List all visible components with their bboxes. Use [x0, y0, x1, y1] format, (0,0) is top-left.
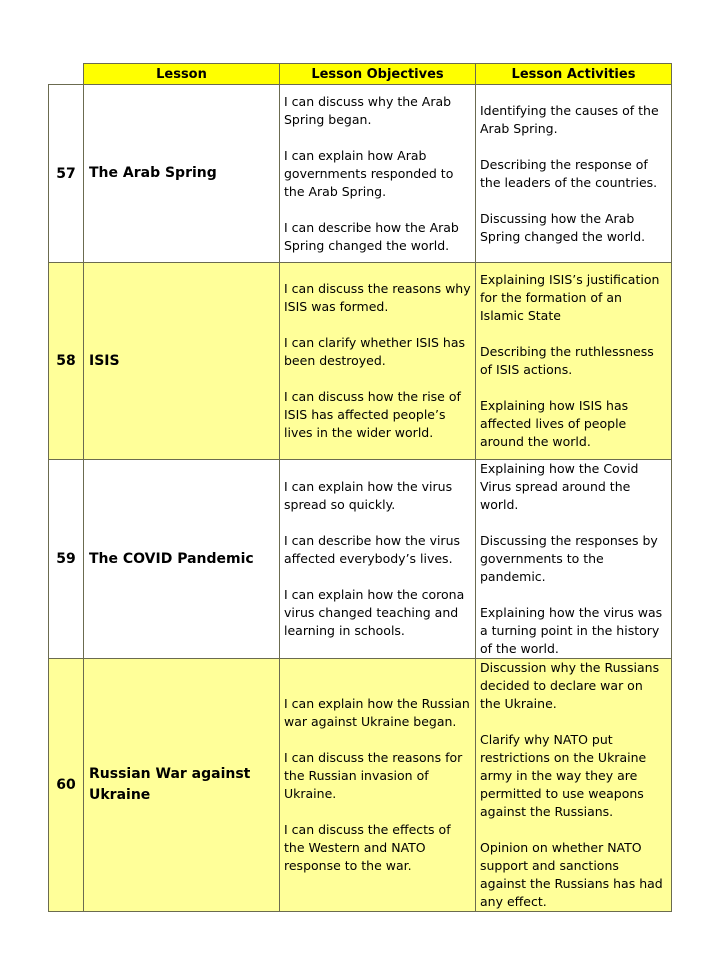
activity: Opinion on whether NATO support and sanctions against the Russians has had any effect.	[480, 840, 663, 909]
table-row	[49, 263, 672, 460]
header-activities: Lesson Activities	[476, 64, 672, 85]
table-row	[49, 659, 672, 912]
header-objectives: Lesson Objectives	[280, 64, 476, 85]
header-row	[49, 64, 672, 85]
activity: Discussing the responses by governments to the pandemic.	[480, 533, 658, 584]
objective: I can discuss the effects of the Western and NATO response to the war.	[284, 822, 451, 873]
activity: Explaining how the Covid Virus spread around the world.	[480, 461, 639, 512]
activity: Discussion why the Russians decided to declare war on the Ukraine.	[480, 660, 660, 711]
lesson-number: 57	[49, 85, 84, 263]
activity: Identifying the causes of the Arab Spring.	[480, 102, 659, 136]
lesson-title: Russian War against Ukraine	[84, 659, 280, 912]
header-lesson: Lesson	[84, 64, 280, 85]
activities-cell	[476, 659, 672, 912]
lesson-number: 59	[49, 460, 84, 659]
objective: I can discuss why the Arab Spring began.	[284, 93, 452, 127]
objective: I can explain how the corona virus changed teaching and learning in schools.	[284, 587, 465, 638]
objective: I can discuss how the rise of ISIS has affected people’s lives in the wider world.	[284, 389, 461, 440]
lesson-title: ISIS	[84, 263, 280, 460]
objective: I can explain how Arab governments responded to the Arab Spring.	[284, 147, 454, 199]
header-blank	[49, 64, 84, 85]
objectives-cell	[280, 85, 476, 263]
lesson-number: 60	[49, 659, 84, 912]
table-row	[49, 85, 672, 263]
objective: I can describe how the Arab Spring changed the world.	[284, 219, 459, 253]
objectives-cell	[280, 659, 476, 912]
activity: Clarify why NATO put restrictions on the Ukraine army in the way they are permitted to use weapons against the Russians.	[480, 732, 647, 819]
table-row	[49, 460, 672, 659]
activity: Explaining how the virus was a turning point in the history of the world.	[480, 605, 663, 656]
objective: I can describe how the virus affected everybody’s lives.	[284, 533, 461, 566]
objective: I can discuss the reasons for the Russian invasion of Ukraine.	[284, 750, 463, 801]
lesson-title: The Arab Spring	[84, 85, 280, 263]
objective: I can explain how the virus spread so quickly.	[284, 479, 453, 512]
objectives-cell	[280, 460, 476, 659]
activities-cell	[476, 85, 672, 263]
lesson-number: 58	[49, 263, 84, 460]
lesson-plan-table	[48, 63, 672, 912]
activity: Describing the response of the leaders of the countries.	[480, 156, 658, 190]
activity: Explaining how ISIS has affected lives of people around the world.	[480, 398, 629, 449]
lesson-title: The COVID Pandemic	[84, 460, 280, 659]
objective: I can clarify whether ISIS has been destroyed.	[284, 335, 466, 368]
activity: Explaining ISIS’s justification for the formation of an Islamic State	[480, 272, 660, 323]
activity: Describing the ruthlessness of ISIS actions.	[480, 344, 654, 377]
objective: I can explain how the Russian war against Ukraine began.	[284, 696, 470, 729]
objectives-cell	[280, 263, 476, 460]
activity: Discussing how the Arab Spring changed the world.	[480, 210, 646, 244]
activities-cell	[476, 460, 672, 659]
activities-cell	[476, 263, 672, 460]
objective: I can discuss the reasons why ISIS was formed.	[284, 281, 471, 314]
